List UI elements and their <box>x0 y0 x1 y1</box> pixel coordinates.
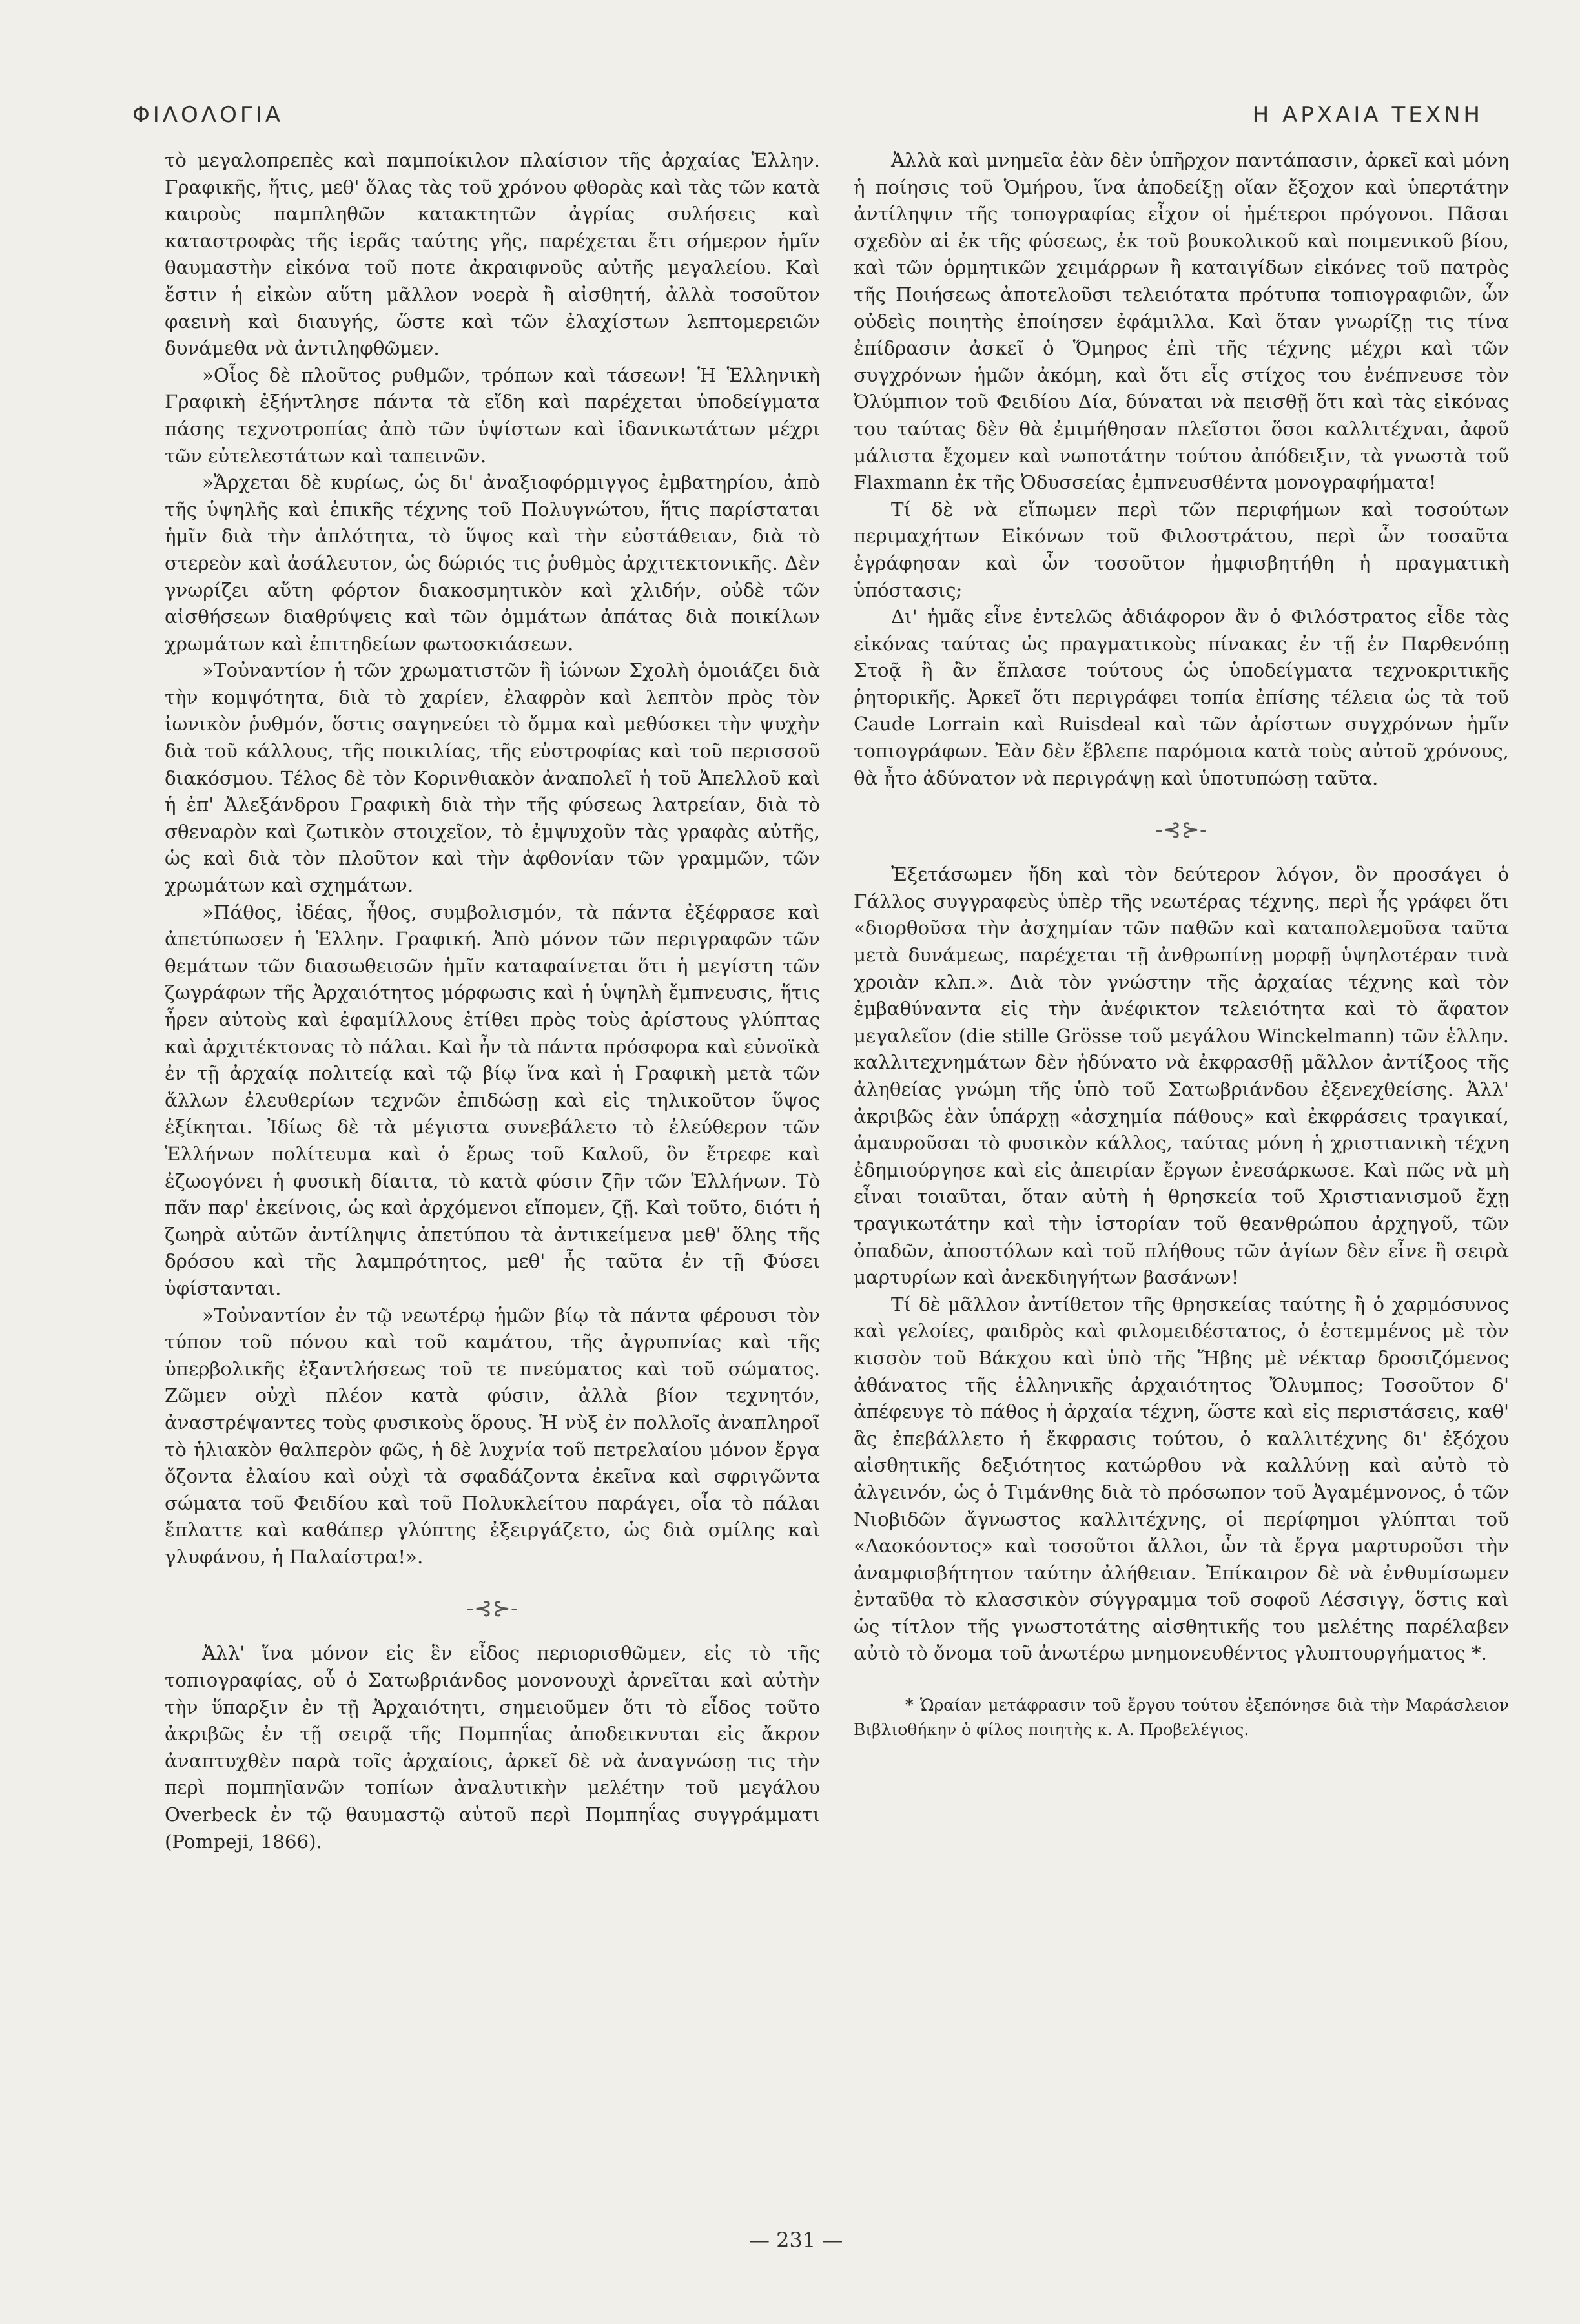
paragraph: τὸ μεγαλοπρεπὲς καὶ παμποίκιλον πλαίσιον τῆς ἀρχαίας Ἑλλην. Γραφικῆς, ἥτις, μεθ' ὅλας τὰς τοῦ χρόνου φθορὰς καὶ τὰς τῶν κατὰ καιροὺς παμπληθῶν κατακτητῶν ἀγρίας συλήσεις καὶ καταστροφὰς τῆς ἱερᾶς ταύτης γῆς, παρέχεται ἔτι σήμερον ἡμῖν θαυμαστὴν εἰκόνα τοῦ ποτε ἀκραιφνοῦς αὐτῆς μεγαλείου. Καὶ ἔστιν ἡ εἰκὼν αὕτη μᾶλλον νοερὰ ἢ αἰσθητή, ἀλλὰ τοσοῦτον φαεινὴ καὶ διαυγής, ὥστε καὶ τῶν ἐλαχίστων λεπτομερειῶν δυνάμεθα νὰ ἀντιληφθῶμεν. <box>165 149 820 360</box>
paragraph: »Πάθος, ἰδέας, ἦθος, συμβολισμόν, τὰ πάντα ἐξέφρασε καὶ ἀπετύπωσεν ἡ Ἑλλην. Γραφική. Ἀπὸ μόνον τῶν περιγραφῶν τῶν θεμάτων τῶν διασωθεισῶν ἡμῖν καταφαίνεται ὅτι ἡ μεγίστη τῶν ζωγράφων τῆς Ἀρχαιότητος μόρφωσις καὶ ἡ ὑψηλὴ ἔμπνευσις, ἥτις ἦρεν αὐτοὺς καὶ ἐφαμίλλους ἐτίθει πρὸς τοὺς ἀρίστους γλύπτας καὶ ἀρχιτέκτονας τὸ πάλαι. Καὶ ἦν τὰ πάντα πρόσφορα καὶ εὐνοϊκὰ ἐν τῇ ἀρχαίᾳ πολιτείᾳ καὶ τῷ βίῳ ἵνα καὶ ἡ Γραφικὴ μετὰ τῶν ἄλλων ἐλευθερίων τεχνῶν ἐπιδώσῃ καὶ εἰς τηλικοῦτον ὕψος ἐξίκηται. Ἰδίως δὲ τὰ μέγιστα συνεβάλετο τὸ ἐλεύθερον τῶν Ἑλλήνων πολίτευμα καὶ ὁ ἔρως τοῦ Καλοῦ, ὃν ἔτρεφε καὶ ἐζωογόνει ἡ φυσικὴ δίαιτα, τὸ κατὰ φύσιν ζῆν τῶν Ἑλλήνων. Τὸ πᾶν παρ' ἐκείνοις, ὡς καὶ ἀρχόμενοι εἴπομεν, ζῇ. Καὶ τοῦτο, διότι ἡ ζωηρὰ αὐτῶν ἀντίληψις ἀπετύπου τὰ ἀντικείμενα μεθ' ὅλης τῆς δρόσου καὶ τῆς λαμπρότητος, μεθ' ἧς ταῦτα ἐν τῇ Φύσει ὑφίστανται. <box>165 901 820 1299</box>
paragraph: Ἀλλὰ καὶ μνημεῖα ἐὰν δὲν ὑπῆρχον παντάπασιν, ἀρκεῖ καὶ μόνη ἡ ποίησις τοῦ Ὁμήρου, ἵνα ἀποδείξῃ οἵαν ἔξοχον καὶ ὑπερτάτην ἀντίληψιν τῆς τοπογραφίας εἶχον οἱ ἡμέτεροι πρόγονοι. Πᾶσαι σχεδὸν αἱ ἐκ τῆς φύσεως, ἐκ τοῦ βουκολικοῦ καὶ ποιμενικοῦ βίου, καὶ τῶν ὁρμητικῶν χειμάρρων ἢ καταιγίδων εἰκόνες τοῦ πατρὸς τῆς Ποιήσεως ἀποτελοῦσι τελειότατα πρότυπα τοπιογραφιῶν, ὧν οὐδεὶς ποιητὴς ἐποίησεν ἐφάμιλλα. Καὶ ὅταν γνωρίζῃ τις τίνα ἐπίδρασιν ἀσκεῖ ὁ Ὅμηρος ἐπὶ τῆς τέχνης μέχρι καὶ τῶν συγχρόνων ἡμῶν ἀκόμη, καὶ ὅτι εἷς στίχος του ἐνέπνευσε τὸν Ὀλύμπιον τοῦ Φειδίου Δία, δύναται νὰ πεισθῇ ὅτι καὶ τὰς εἰκόνας του ταύτας δὲν θὰ ἐμιμήθησαν πλεῖστοι ὅσοι καλλιτέχναι, ἀφοῦ μάλιστα ἔχομεν καὶ νωποτάτην τούτου ἀπόδειξιν, τὰ γνωστὰ τοῦ Flaxmann ἐκ τῆς Ὀδυσσείας ἐμπνευσθέντα μονογραφήματα! <box>854 149 1509 494</box>
page-number: — 231 — <box>749 2228 843 2252</box>
paragraph: »Οἷος δὲ πλοῦτος ρυθμῶν, τρόπων καὶ τάσεων! Ἡ Ἑλληνικὴ Γραφικὴ ἐξήντλησε πάντα τὰ εἴδη καὶ παρέχεται ὑποδείγματα πάσης τεχνοτροπίας ἀπὸ τῶν ὑψίστων καὶ ἰδανικωτάτων μέχρι τῶν εὐτελεστάτων καὶ ταπεινῶν. <box>165 364 820 467</box>
left-column <box>165 147 820 1855</box>
right-column <box>854 147 1509 1742</box>
footnote: * Ὡραίαν μετάφρασιν τοῦ ἔργου τούτου ἐξεπόνησε διὰ τὴν Μαράσλειον Βιβλιοθήκην ὁ φίλος ποιητὴς κ. Α. Προβελέγιος. <box>854 1696 1509 1740</box>
paragraph: »Τοὐναντίον ἡ τῶν χρωματιστῶν ἢ ἰώνων Σχολὴ ὁμοιάζει διὰ τὴν κομψότητα, διὰ τὸ χαρίεν, ἐλαφρὸν καὶ λεπτὸν πρὸς τὸν ἰωνικὸν ῥυθμόν, ὅστις σαγηνεύει τὸ ὄμμα καὶ μεθύσκει τὴν ψυχὴν διὰ τοῦ κάλλους, τῆς ποικιλίας, τῆς εὐστροφίας καὶ τοῦ περισσοῦ διακόσμου. Τέλος δὲ τὸν Κορινθιακὸν ἀναπολεῖ ἡ τοῦ Ἀπελλοῦ καὶ ἡ ἐπ' Ἀλεξάνδρου Γραφικὴ διὰ τὴν τῆς φύσεως λατρείαν, διὰ τὸ σθεναρὸν καὶ ζωτικὸν στοιχεῖον, τὸ ἐμψυχοῦν τὰς γραφὰς αὐτῆς, ὡς καὶ διὰ τὸν πλοῦτον καὶ τὴν ἀφθονίαν τῶν γραμμῶν, τῶν χρωμάτων καὶ σχημάτων. <box>165 659 820 897</box>
paragraph: Τί δὲ μᾶλλον ἀντίθετον τῆς θρησκείας ταύτης ἢ ὁ χαρμόσυνος καὶ γελοίες, φαιδρὸς καὶ φιλομειδέστατος, ὁ ἐστεμμένος μὲ τὸν κισσὸν τοῦ Βάκχου καὶ ὑπὸ τῆς Ἥβης μὲ νέκταρ δροσιζόμενος ἀθάνατος τῆς ἑλληνικῆς ἀρχαιότητος Ὄλυμπος; Τοσοῦτον δ' ἀπέφευγε τὸ πάθος ἡ ἀρχαία τέχνη, ὥστε καὶ εἰς περιστάσεις, καθ' ἃς ἐπεβάλλετο ἡ ἔκφρασις τούτου, ὁ καλλιτέχνης δι' ἐξόχου αἰσθητικῆς δεξιότητος κατώρθου νὰ καλλύνῃ καὶ αὐτὸ τὸ ἀλγεινόν, ὡς ὁ Τιμάνθης διὰ τὸ πρόσωπον τοῦ Ἀγαμέμνονος, ὁ τῶν Νιοβιδῶν ἄγνωστος καλλιτέχνης, οἱ περίφημοι γλύπται τοῦ «Λαοκόοντος» καὶ τοσοῦτοι ἄλλοι, ὧν τὰ ἔργα μαρτυροῦσι τὴν ἀναμφισβήτητον ταύτην ἀλήθειαν. Ἐπίκαιρον δὲ νὰ ἐνθυμίσωμεν ἐνταῦθα τὸ κλασσικὸν σύγγραμμα τοῦ σοφοῦ Λέσσιγγ, ὅστις καὶ ὡς τίτλον τῆς γνωστοτάτης αἰσθητικῆς του μελέτης παρέλαβεν αὐτὸ τὸ ὄνομα τοῦ ἀνωτέρω μνημονευθέντος γλυπτουργήματος *. <box>854 1293 1509 1665</box>
paragraph: Ἐξετάσωμεν ἤδη καὶ τὸν δεύτερον λόγον, ὃν προσάγει ὁ Γάλλος συγγραφεὺς ὑπὲρ τῆς νεωτέρας τέχνης, περὶ ἧς γράφει ὅτι «διορθοῦσα τὴν ἀσχημίαν τῶν παθῶν καὶ καταπολεμοῦσα ταῦτα μετὰ δυνάμεως, παρέχεται τῇ ἀνθρωπίνῃ μορφῇ ὑψηλοτέραν τινὰ χροιὰν κλπ.». Διὰ τὸν γνώστην τῆς ἀρχαίας τέχνης καὶ τὸν ἐμβαθύναντα εἰς τὴν ἀνέφικτον τελειότητα καὶ τὸ ἄφατον μεγαλεῖον (die stille Grösse τοῦ μεγάλου Winckelmann) τῶν ἑλλην. καλλιτεχνημάτων δὲν ἠδύνατο νὰ ἐκφρασθῇ μᾶλλον ἀντίξοος τῆς ἀληθείας γνώμη τῆς ὑπὸ τοῦ Σατωβριάνδου ἐξενεχθείσης. Ἀλλ' ἀκριβῶς ἐὰν ὑπάρχῃ «ἀσχημία πάθους» καὶ ἐκφράσεις τραγικαί, ἀμαυροῦσαι τὸ φυσικὸν κάλλος, ταύτας μόνη ἡ χριστιανικὴ τέχνη ἐδημιούργησε καὶ εἰς ἀπειρίαν ἔργων ἐνεσάρκωσε. Καὶ πῶς νὰ μὴ εἶναι τοιαῦται, ὅταν αὐτὴ ἡ θρησκεία τοῦ Χριστιανισμοῦ ἔχῃ τραγικωτάτην καὶ τὴν ἱστορίαν τοῦ θεανθρώπου ἀρχηγοῦ, τῶν ὀπαδῶν, ἀποστόλων καὶ τοῦ πλήθους τῶν ἁγίων δὲν εἶνε ἢ σειρὰ μαρτυρίων καὶ ἀνεκδιηγήτων βασάνων! <box>854 863 1509 1289</box>
paragraph: »Τοὐναντίον ἐν τῷ νεωτέρῳ ἡμῶν βίῳ τὰ πάντα φέρουσι τὸν τύπον τοῦ πόνου καὶ τοῦ καμάτου, τῆς ἀγρυπνίας καὶ τῆς ὑπερβολικῆς ἐξαντλήσεως τοῦ τε πνεύματος καὶ τοῦ σώματος. Ζῶμεν οὐχὶ πλέον κατὰ φύσιν, ἀλλὰ βίον τεχνητόν, ἀναστρέψαντες τοὺς φυσικοὺς ὅρους. Ἡ νὺξ ἐν πολλοῖς ἀναπληροῖ τὸ ἡλιακὸν θαλπερὸν φῶς, ἡ δὲ λυχνία τοῦ πετρελαίου μόνον ἔργα ὄζοντα ἐλαίου καὶ οὐχὶ τὰ σφαδάζοντα ἐκεῖνα καὶ σφριγῶντα σώματα τοῦ Φειδίου καὶ τοῦ Πολυκλείτου παράγει, οἷα τὸ πάλαι ἔπλαττε καὶ καθάπερ γλύπτης ἐξειργάζετο, ὡς διὰ σμίλης καὶ γλυφάνου, ἡ Παλαίστρα!». <box>165 1304 820 1568</box>
running-header-left: ΦΙΛΟΛΟΓΙΑ <box>132 102 284 128</box>
paragraph: Δι' ἡμᾶς εἶνε ἐντελῶς ἀδιάφορον ἂν ὁ Φιλόστρατος εἶδε τὰς εἰκόνας ταύτας ὡς πραγματικοὺς πίνακας ἐν τῇ ἐν Παρθενόπῃ Στοᾷ ἢ ἂν ἔπλασε τούτους ὡς ὑποδείγματα τεχνοκριτικῆς ῥητορικῆς. Ἀρκεῖ ὅτι περιγράφει τοπία ἐπίσης τέλεια ὡς τὰ τοῦ Caude Lorrain καὶ Ruisdeal καὶ τῶν ἀρίστων συγχρόνων ἡμῖν τοπιογράφων. Ἐὰν δὲν ἔβλεπε παρόμοια κατὰ τοὺς αὐτοῦ χρόνους, θὰ ἦτο ἀδύνατον νὰ περιγράψῃ καὶ ὑποτυπώσῃ ταῦτα. <box>854 606 1509 789</box>
running-header-right: Η ΑΡΧΑΙΑ ΤΕΧΝΗ <box>1252 102 1483 128</box>
paragraph: »Ἄρχεται δὲ κυρίως, ὡς δι' ἀναξιοφόρμιγγος ἐμβατηρίου, ἀπὸ τῆς ὑψηλῆς καὶ ἐπικῆς τέχνης τοῦ Πολυγνώτου, ἥτις παρίσταται ἡμῖν διὰ τὴν ἁπλότητα, τὸ ὕψος καὶ τὴν εὐστάθειαν, διὰ τὸ στερεὸν καὶ ἀσάλευτον, ὡς δώριός τις ῥυθμὸς ἀρχιτεκτονικῆς. Δὲν γνωρίζει αὕτη φόρτον διακοσμητικὸν καὶ χλιδήν, οὐδὲ τῶν αἰσθήσεων διαθρύψεις καὶ τῶν ὀμμάτων ἀπάτας διὰ ποικίλων χρωμάτων καὶ ἐπιτηδείων φωτοσκιάσεων. <box>165 471 820 655</box>
paragraph: Ἀλλ' ἵνα μόνον εἰς ἓν εἶδος περιορισθῶμεν, εἰς τὸ τῆς τοπιογραφίας, οὗ ὁ Σατωβριάνδος μονονουχὶ ἀρνεῖται καὶ αὐτὴν τὴν ὕπαρξιν ἐν τῇ Ἀρχαιότητι, σημειοῦμεν ὅτι τὸ εἶδος τοῦτο ἀκριβῶς ἐν τῇ σειρᾷ τῆς Πομπηΐας ἀποδεικνυται εἰς ἄκρον ἀναπτυχθὲν παρὰ τοῖς ἀρχαίοις, ἀρκεῖ δὲ νὰ ἀναγνώσῃ τις τὴν περὶ πομπηϊανῶν τοπίων ἀναλυτικὴν μελέτην τοῦ μεγάλου Overbeck ἐν τῷ θαυμαστῷ αὐτοῦ περὶ Πομπηΐας συγγράμματι (Pompeji, 1866). <box>165 1642 820 1853</box>
section-ornament: -⊰⊱- <box>466 1596 518 1622</box>
paragraph: Τί δὲ νὰ εἴπωμεν περὶ τῶν περιφήμων καὶ τοσούτων περιμαχήτων Εἰκόνων τοῦ Φιλοστράτου, περὶ ὧν τοσαῦτα ἐγράφησαν καὶ ὧν τοσοῦτον ἠμφισβητήθη ἡ πραγματικὴ ὑπόστασις; <box>854 498 1509 601</box>
section-ornament: -⊰⊱- <box>1155 817 1207 843</box>
